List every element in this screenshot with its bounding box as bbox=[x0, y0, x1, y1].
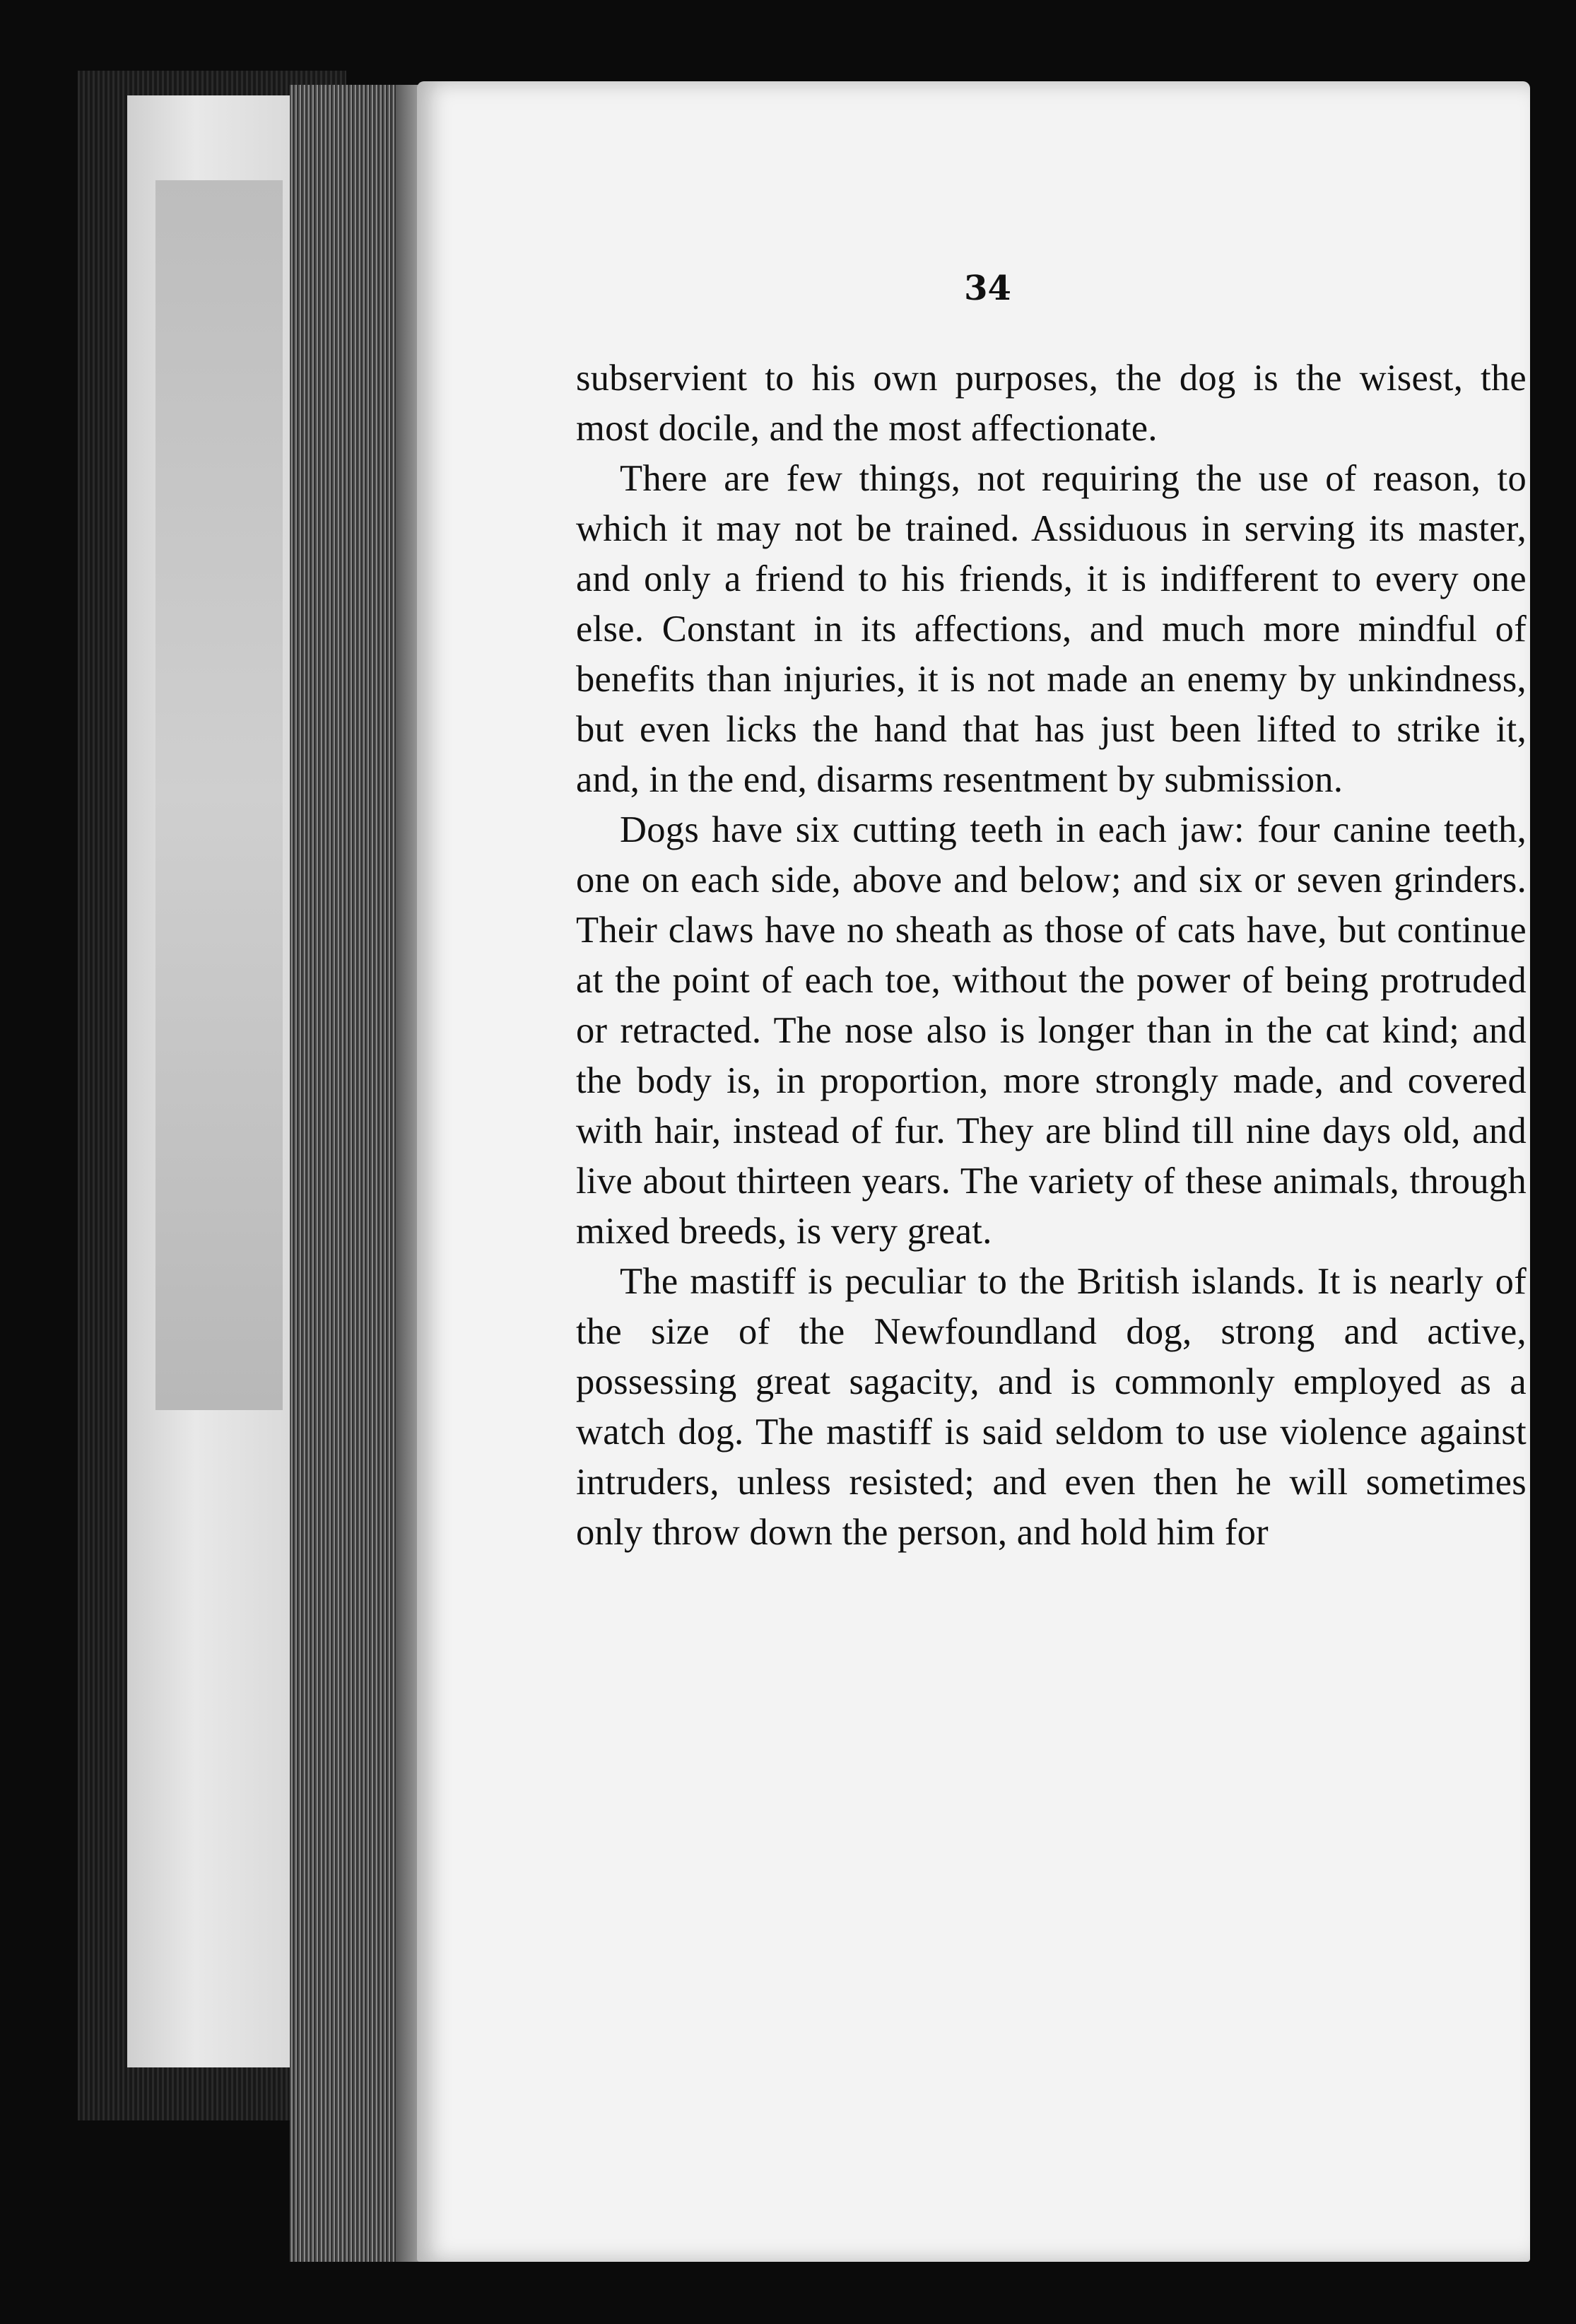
paragraph-1: subservient to his own purposes, the dog is the wisest, the most docile, and the most affectionate. bbox=[576, 358, 1527, 449]
paragraph-4: The mastiff is peculiar to the British islands. It is nearly of the size of the Newfoundland dog, strong and active, possessing great sagacity, and is commonly employed as a watch dog. The mastiff is said seldom to use violence against intruders, unless resisted; and even then he will sometimes only throw down the person, and hold him for bbox=[576, 1261, 1527, 1553]
endpaper-shadow bbox=[155, 180, 283, 1410]
body-text bbox=[576, 353, 1527, 1558]
page-number: 34 bbox=[964, 269, 1011, 308]
paragraph-2: There are few things, not requiring the use of reason, to which it may not be trained. Assiduous in serving its master, and only a friend to his friends, it is indifferent to every one else. Constant in its affections, and much more mindful of benefits than injuries, it is not made an enemy by unkindness, but even licks the hand that has just been lifted to strike it, and, in the end, disarms resentment by submission. bbox=[576, 458, 1527, 800]
page-edges bbox=[290, 85, 403, 2262]
book-page bbox=[417, 81, 1530, 2262]
paragraph-3: Dogs have six cutting teeth in each jaw: four canine teeth, one on each side, above and below; and six or seven grinders. Their claws have no sheath as those of cats have, but continue at the point of each toe, without the power of being protruded or retracted. The nose also is longer than in the cat kind; and the body is, in proportion, more strongly made, and covered with hair, instead of fur. They are blind till nine days old, and live about thirteen years. The variety of these animals, through mixed breeds, is very great. bbox=[576, 809, 1527, 1252]
